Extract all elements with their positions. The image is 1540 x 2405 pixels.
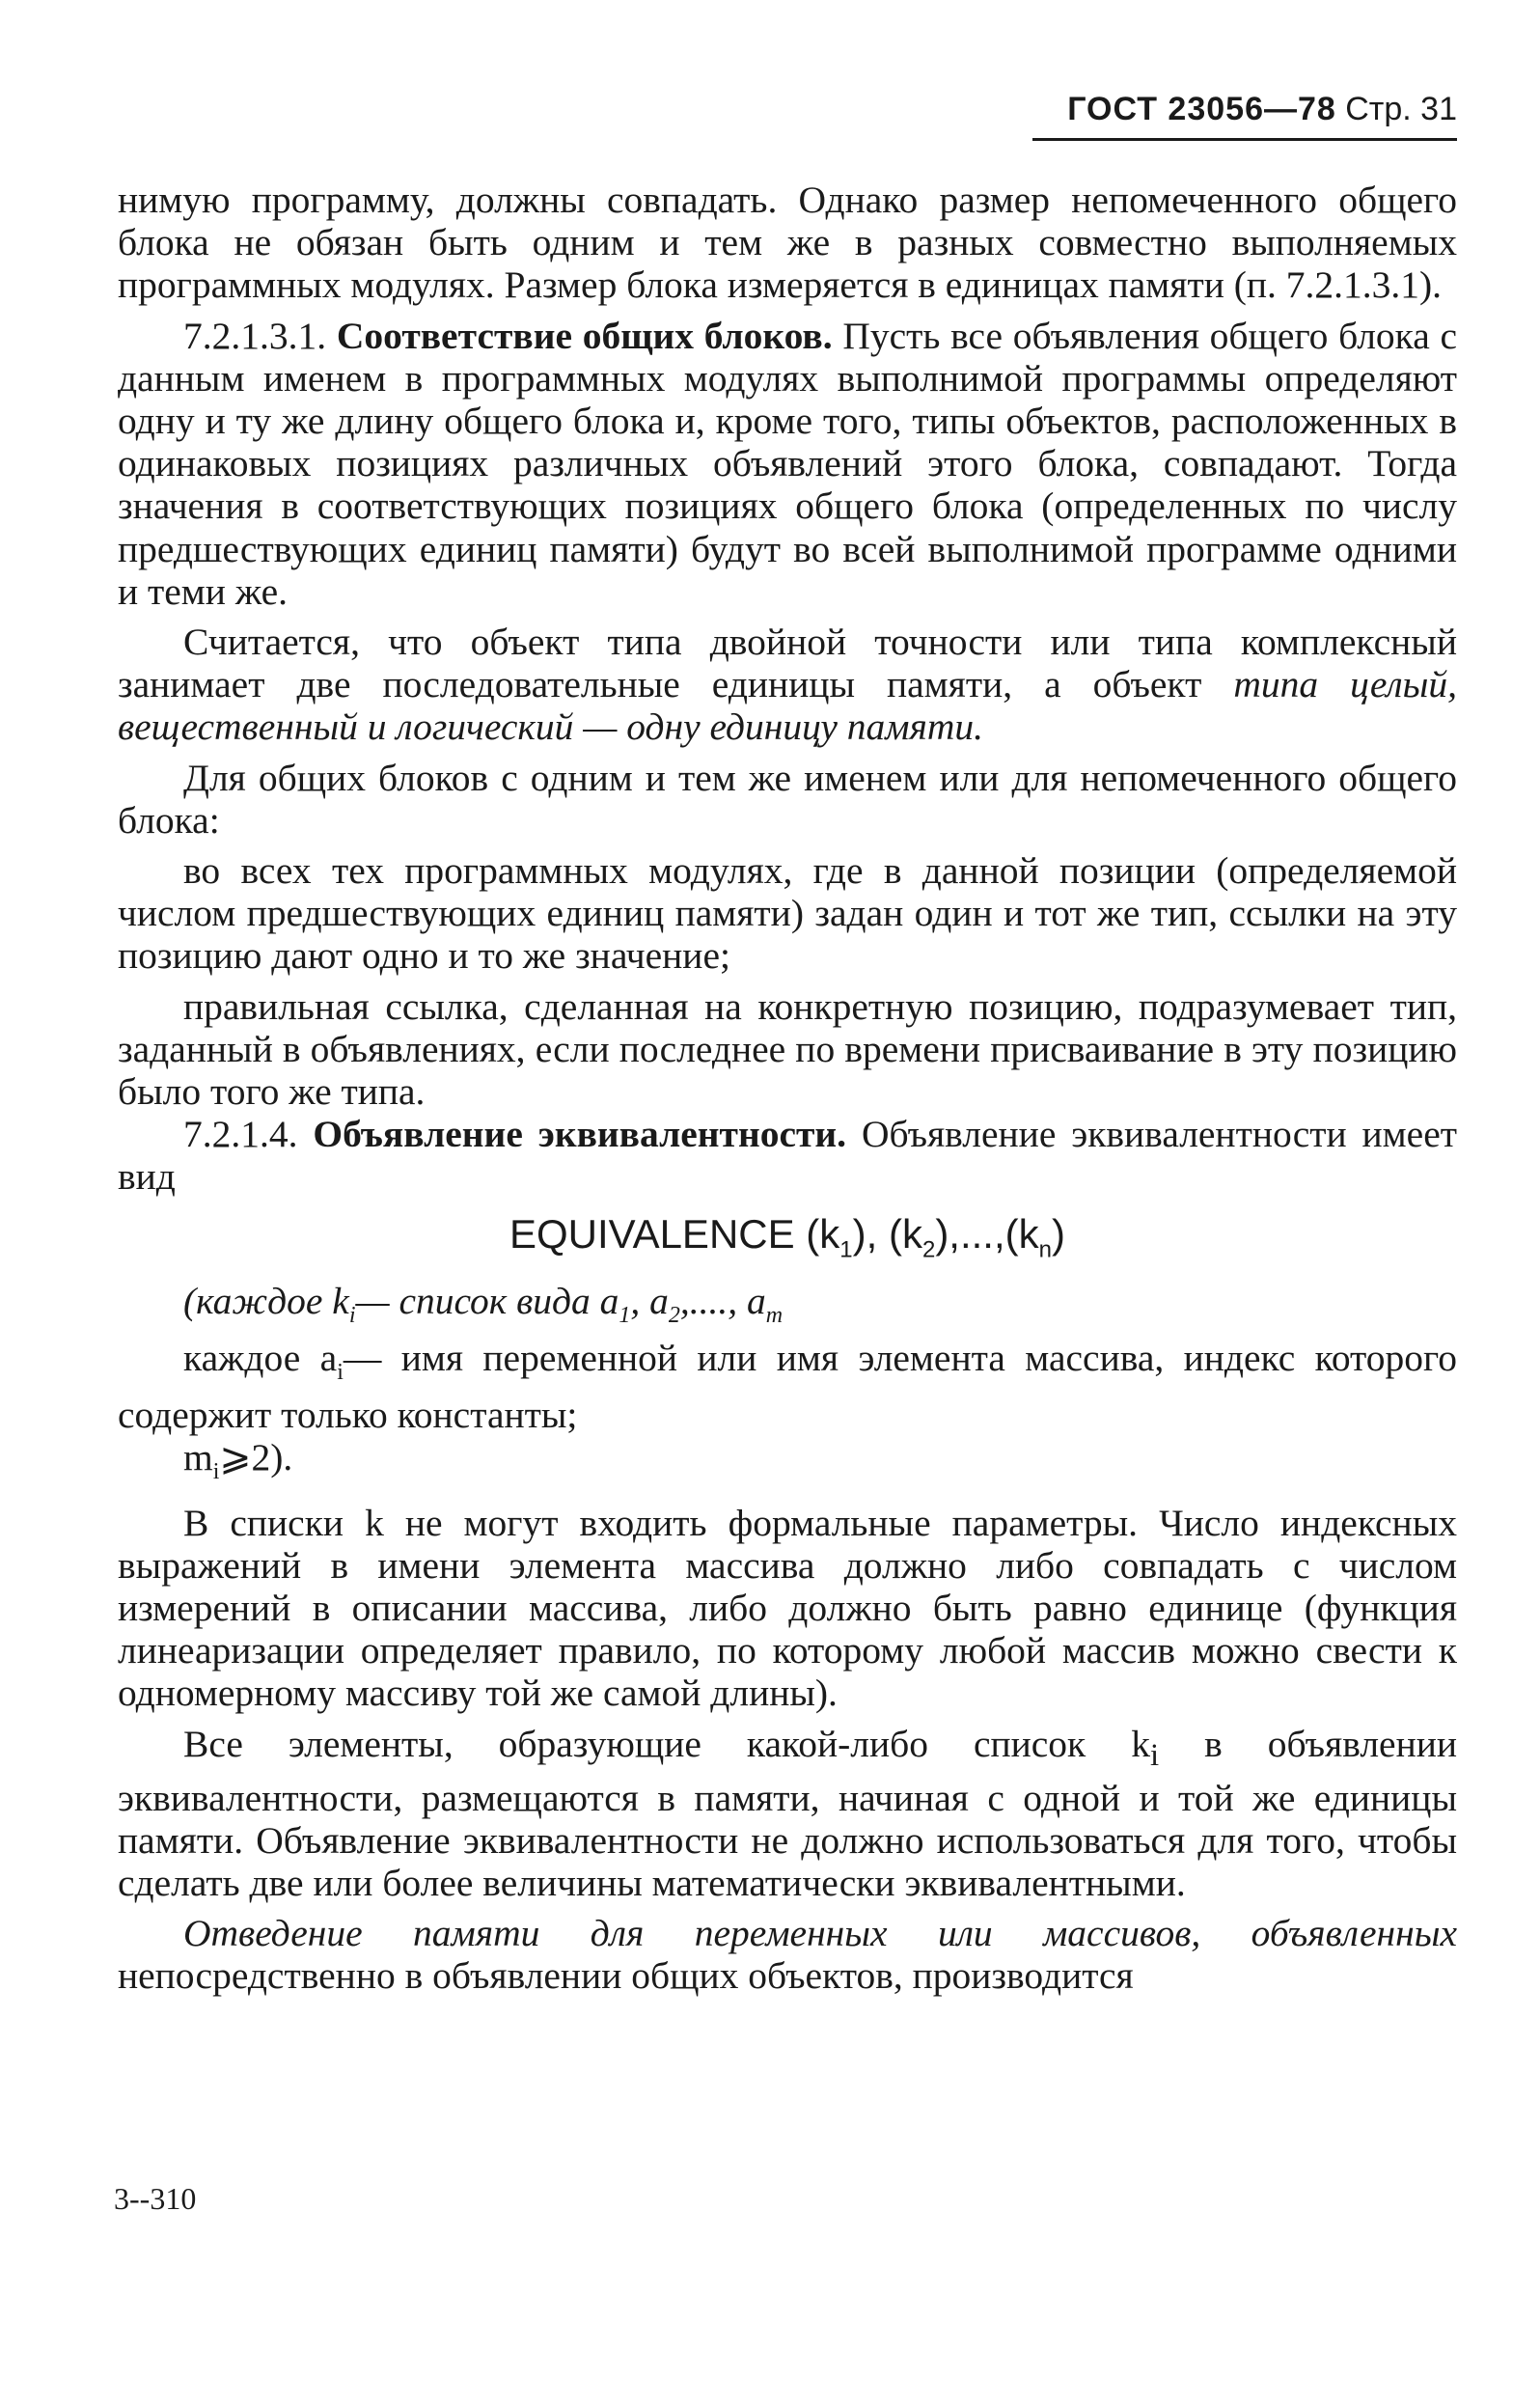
paragraph: Для общих блоков с одним и тем же именем или для непомеченного общего блока: [118,756,1457,842]
paragraph: Отведение памяти для переменных или массивов, объявленных непосредственно в объявлении общих объектов, производится [118,1912,1457,1998]
section-title: Соответствие общих блоков. [336,314,833,357]
section-title: Объявление эквивалентности. [313,1113,847,1156]
section-number: 7.2.1.4. [183,1113,298,1156]
paragraph: Считается, что объект типа двойной точности или типа комплексный занимает две последовательные единицы памяти, а объект типа целый, вещественный и логический — одну единицу памяти. [118,621,1457,749]
definition-line: (каждое $k_i—$ список вида $a_1$, $a_2$,...., $a_m$ [183,1280,784,1328]
section-paragraph: 7.2.1.3.1. Соответствие общих блоков. Пусть все объявления общего блока с данным именем в программных модулях выполнимой программы определяют одну и ту же длину общего блока и, кроме того, типы объектов, расположенных в одинаковых позициях различных объявлений этого блока, совпадают. Тогда значения в соответствующих позициях общего блока (определенных по числу предшествующих единиц памяти) будут во всей выполнимой программе одними и теми же. [118,314,1458,613]
printer-signature: 3--310 [114,2181,197,2216]
paragraph: нимую программу, должны совпадать. Однако размер непомеченного общего блока не обязан быть одним и тем же в разных совместно выполняемых программных модулях. Размер блока измеряется в единицах памяти (п. 7.2.1.3.1). [118,179,1457,307]
section-number: 7.2.1.3.1. [183,314,327,357]
body-text [118,179,1457,1998]
paragraph: Все элементы, образующие какой-либо список $k_i$ в объявлении эквивалентности, размещаются в памяти, начиная с одной и той же единицы памяти. Объявление эквивалентности не должно использоваться для того, чтобы сделать две или более величины математически эквивалентными. [118,1722,1457,1905]
formula: EQUIVALENCE $(k_1)$, $(k_2),...,(k_n)$ [509,1210,1065,1263]
paragraph: В списки k не могут входить формальные параметры. Число индексных выражений в имени элемента массива должно либо совпадать с числом измерений в описании массива, либо должно быть равно единице (функция линеаризации определяет правило, по которому любой массив можно свести к одномерному массиву той же самой длины). [118,1501,1457,1715]
definition-line: каждое $a_i—$ имя переменной или имя элемента массива, индекс которого содержит только константы; [118,1337,1458,1437]
list-item: во всех тех программных модулях, где в данной позиции (определяемой числом предшествующих единиц памяти) задан один и тот же тип, ссылки на эту позицию дают одно и то же значение; [118,849,1457,978]
standard-number: ГОСТ 23056—78 [1067,91,1336,127]
list-item: правильная ссылка, сделанная на конкретную позицию, подразумевает тип, заданный в объявлениях, если последнее по времени присваивание в эту позицию было того же типа. [118,984,1457,1114]
section-paragraph: 7.2.1.4. Объявление эквивалентности. Объявление эквивалентности имеет вид [118,1113,1457,1199]
page-number: Стр. 31 [1345,91,1457,127]
header-rule [1032,138,1457,141]
definition-line: $m_i⩾2$). [183,1436,293,1485]
running-head [1032,89,1457,129]
